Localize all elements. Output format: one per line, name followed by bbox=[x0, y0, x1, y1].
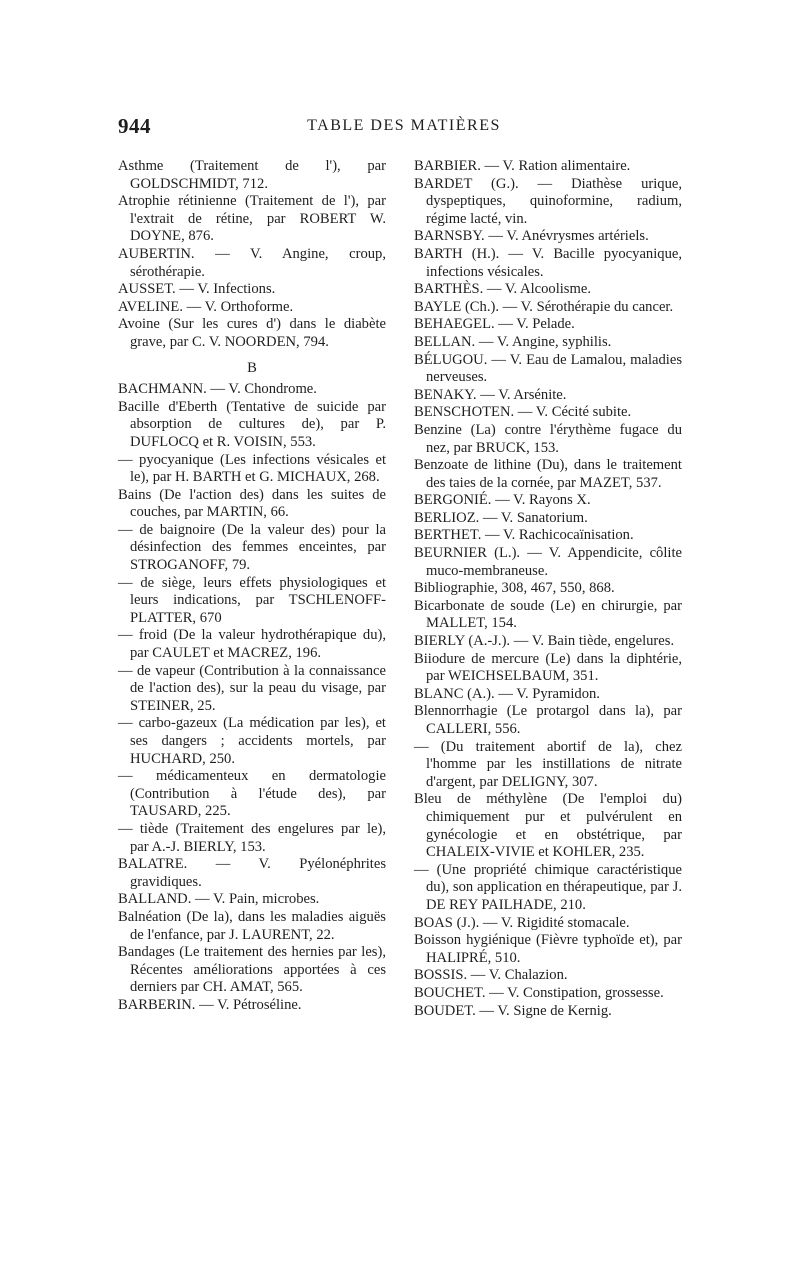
index-entry: BÉLUGOU. — V. Eau de Lamalou, maladies nerveuses. bbox=[414, 351, 682, 386]
index-entry: BERTHET. — V. Rachicocaïnisation. bbox=[414, 527, 634, 544]
index-entry: BENSCHOTEN. — V. Cécité subite. bbox=[414, 404, 632, 421]
index-entry: — froid (De la valeur hydrothérapique du), par CAULET et MACREZ, 196. bbox=[118, 627, 386, 662]
index-entry: Blennorrhagie (Le protargol dans la), par CALLERI, 556. bbox=[414, 703, 682, 737]
index-entry: BOUDET. — V. Signe de Kernig. bbox=[414, 1002, 612, 1019]
index-entry: Bandages (Le traitement des hernies par les), Récentes améliorations apportées à ces derniers par CH. AMAT, 565. bbox=[118, 944, 386, 996]
index-entry: BERLIOZ. — V. Sanatorium. bbox=[414, 509, 588, 526]
index-entry: BARTHÈS. — V. Alcoolisme. bbox=[414, 281, 591, 298]
index-entry: BOSSIS. — V. Chalazion. bbox=[414, 967, 568, 984]
index-entry: Benzoate de lithine (Du), dans le traitement des taies de la cornée, par MAZET, 537. bbox=[414, 457, 682, 491]
index-entry: BARTH (H.). — V. Bacille pyocyanique, infections vésicales. bbox=[414, 245, 682, 280]
index-entry: — de siège, leurs effets physiologiques et leurs indications, par TSCHLENOFF-PLATTER, 670 bbox=[118, 574, 386, 626]
index-entry: AUSSET. — V. Infections. bbox=[118, 281, 276, 298]
page-number: 944 bbox=[118, 114, 151, 138]
index-entry: Bacille d'Eberth (Tentative de suicide par absorption de cultures de), par P. DUFLOCQ et R. VOISIN, 553. bbox=[118, 398, 386, 450]
index-entry: BEURNIER (L.). — V. Appendicite, côlite muco-membraneuse. bbox=[414, 545, 682, 579]
index-entry: Biiodure de mercure (Le) dans la diphtérie, par WEICHSELBAUM, 351. bbox=[414, 650, 682, 685]
index-entry: Avoine (Sur les cures d') dans le diabète grave, par C. V. NOORDEN, 794. bbox=[118, 316, 386, 350]
index-entry: — (Une propriété chimique caractéristique du), son application en thérapeutique, par J. DE REY PAILHADE, 210. bbox=[414, 861, 682, 913]
index-entry: AUBERTIN. — V. Angine, croup, sérothérapie. bbox=[118, 245, 386, 280]
section-letter: B bbox=[247, 359, 257, 376]
index-entry: Benzine (La) contre l'érythème fugace du nez, par BRUCK, 153. bbox=[414, 421, 682, 456]
index-entry: — de vapeur (Contribution à la connaissance de l'action des), sur la peau du visage, par STEINER, 25. bbox=[118, 662, 386, 714]
index-entry: — pyocyanique (Les infections vésicales et le), par H. BARTH et G. MICHAUX, 268. bbox=[118, 451, 386, 486]
page-header bbox=[118, 114, 690, 138]
index-entry: BARDET (G.). — Diathèse urique, dyspeptiques, quinoformine, radium, régime lacté, vin. bbox=[414, 175, 682, 227]
index-entry: BENAKY. — V. Arsénite. bbox=[414, 386, 567, 403]
index-entry: AVELINE. — V. Orthoforme. bbox=[118, 298, 294, 315]
index-entry: BALLAND. — V. Pain, microbes. bbox=[118, 891, 320, 908]
index-entry: — (Du traitement abortif de la), chez l'homme par les instillations de nitrate d'argent, par DELIGNY, 307. bbox=[414, 738, 682, 790]
index-entry: BOUCHET. — V. Constipation, grossesse. bbox=[414, 984, 664, 1001]
index-entry: BIERLY (A.-J.). — V. Bain tiède, engelures. bbox=[414, 633, 675, 650]
index-entry: — carbo-gazeux (La médication par les), et ses dangers ; accidents mortels, par HUCHARD, 250. bbox=[118, 715, 386, 767]
right-column bbox=[414, 158, 682, 1020]
index-entry: BERGONIÉ. — V. Rayons X. bbox=[414, 492, 591, 509]
index-entry: Bicarbonate de soude (Le) en chirurgie, par MALLET, 154. bbox=[414, 597, 682, 632]
index-entry: BLANC (A.). — V. Pyramidon. bbox=[414, 685, 600, 702]
index-entry: BAYLE (Ch.). — V. Sérothérapie du cancer. bbox=[414, 298, 674, 315]
index-entry: Bibliographie, 308, 467, 550, 868. bbox=[414, 580, 615, 597]
index-entry: BACHMANN. — V. Chondrome. bbox=[118, 381, 317, 398]
left-column bbox=[118, 158, 386, 1015]
index-entry: — de baignoire (De la valeur des) pour la désinfection des femmes enceintes, par STROGANOFF, 79. bbox=[118, 521, 386, 574]
index-entry: Bains (De l'action des) dans les suites de couches, par MARTIN, 66. bbox=[118, 486, 386, 521]
index-entry: Bleu de méthylène (De l'emploi du) chimiquement pur et pulvérulent en gynécologie et en obstétrique, par CHALEIX-VIVIE et KOHLER, 235. bbox=[414, 791, 682, 861]
index-entry: — médicamenteux en dermatologie (Contribution à l'étude des), par TAUSARD, 225. bbox=[118, 768, 386, 820]
index-entry: BALATRE. — V. Pyélonéphrites gravidiques. bbox=[118, 856, 386, 890]
index-entry: BARBIER. — V. Ration alimentaire. bbox=[414, 158, 631, 174]
index-entry: BELLAN. — V. Angine, syphilis. bbox=[414, 333, 612, 350]
index-entry: BARBERIN. — V. Pétroséline. bbox=[118, 996, 302, 1013]
index-entry: — tiède (Traitement des engelures par le), par A.-J. BIERLY, 153. bbox=[118, 820, 386, 855]
index-entry: Atrophie rétinienne (Traitement de l'), par l'extrait de rétine, par ROBERT W. DOYNE, 876. bbox=[118, 193, 386, 245]
index-entry: Boisson hygiénique (Fièvre typhoïde et), par HALIPRÉ, 510. bbox=[414, 932, 682, 966]
index-entry: Asthme (Traitement de l'), par GOLDSCHMIDT, 712. bbox=[118, 158, 386, 192]
index-entry: BARNSBY. — V. Anévrysmes artériels. bbox=[414, 228, 649, 245]
running-title: TABLE DES MATIÈRES bbox=[307, 117, 501, 134]
index-entry: BEHAEGEL. — V. Pelade. bbox=[414, 316, 575, 333]
index-entry: BOAS (J.). — V. Rigidité stomacale. bbox=[414, 914, 630, 931]
index-entry: Balnéation (De la), dans les maladies aiguës de l'enfance, par J. LAURENT, 22. bbox=[118, 908, 386, 943]
